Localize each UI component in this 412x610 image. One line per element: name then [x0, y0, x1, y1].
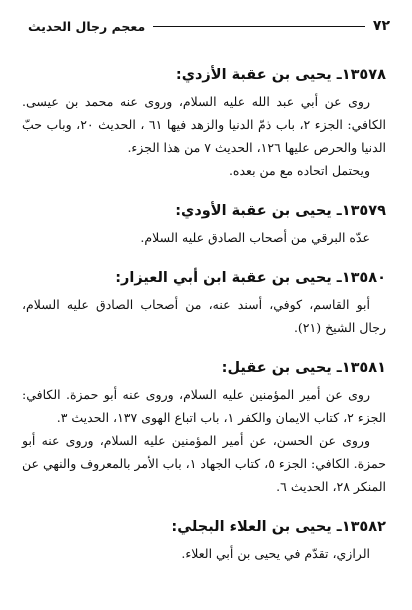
page-header — [28, 14, 390, 38]
entry-13578 — [22, 64, 386, 182]
entry-13581 — [22, 357, 386, 498]
entry-paragraph: روى عن أمير المؤمنين عليه السلام، وروى عنه أبو حمزة. الكافي: الجزء ٢، كتاب الايمان والكفر ١، باب اتباع الهوى ١٣٧، الحديث ٣. — [22, 387, 386, 425]
entry-13582 — [22, 516, 386, 565]
entry-paragraph: عدّه البرقي من أصحاب الصادق عليه السلام. — [140, 230, 370, 245]
entry-paragraph: ويحتمل اتحاده مع من بعده. — [228, 163, 370, 178]
entry-paragraph: روى عن أبي عبد الله عليه السلام، وروى عنه محمد بن عيسى. الكافي: الجزء ٢، باب ذمّ الدنيا والزهد فيها ٦١ ، الحديث ٢٠، وباب حبّ الدنيا والحرص عليها ١٢٦، الحديث ٧ من هذا الجزء. — [22, 94, 387, 155]
entry-paragraph: الرازي، تقدّم في يحيى بن أبي العلاء. — [181, 546, 370, 561]
entry-13579 — [22, 200, 386, 249]
header-rule — [153, 26, 365, 27]
entry-13580 — [22, 267, 386, 339]
entry-title: ١٣٥٨٢ـ يحيى بن العلاء البجلي: — [171, 519, 386, 535]
running-title: معجم رجال الحديث — [28, 18, 146, 34]
entry-title: ١٣٥٨١ـ يحيى بن عقيل: — [221, 360, 386, 376]
page-number: ٧٢ — [372, 18, 390, 34]
entry-title: ١٣٥٧٩ـ يحيى بن عقبة الأودي: — [175, 203, 386, 219]
entry-title: ١٣٥٨٠ـ يحيى بن عقبة ابن أبي العيزار: — [115, 270, 386, 286]
entry-title: ١٣٥٧٨ـ يحيى بن عقبة الأزدي: — [175, 67, 386, 83]
page-content — [22, 64, 386, 583]
entry-paragraph: أبو القاسم، كوفي، أسند عنه، من أصحاب الصادق عليه السلام، رجال الشيخ (٢١). — [22, 297, 386, 335]
entry-paragraph: وروى عن الحسن، عن أمير المؤمنين عليه السلام، وروى عنه أبو حمزة. الكافي: الجزء ٥، كتاب الجهاد ١، باب الأمر بالمعروف والنهي عن المنكر ٢٨، الحديث ٦. — [22, 433, 386, 494]
